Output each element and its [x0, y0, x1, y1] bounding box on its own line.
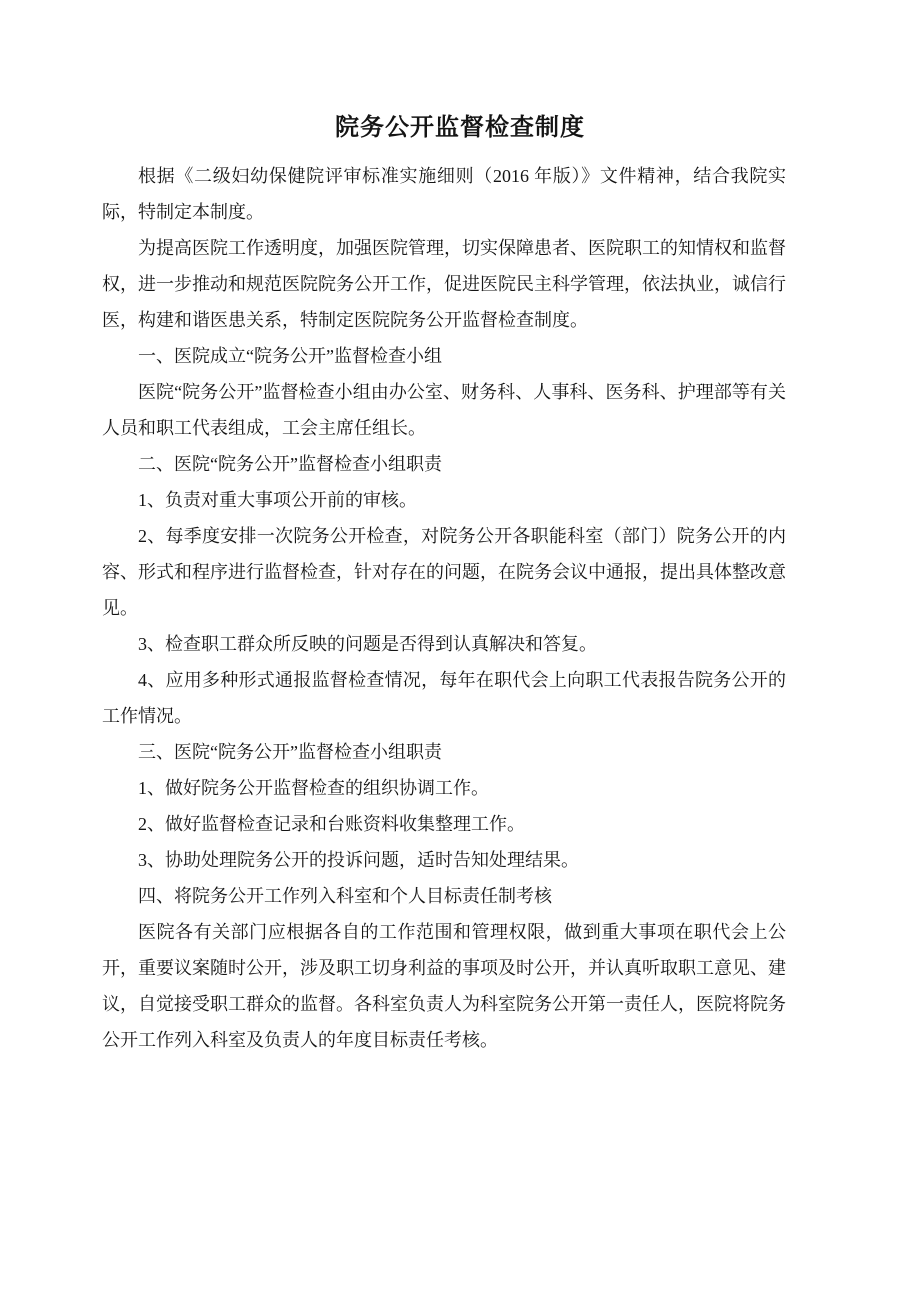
paragraph: 一、医院成立“院务公开”监督检查小组 [138, 346, 442, 366]
paragraph: 3、协助处理院务公开的投诉问题，适时告知处理结果。 [138, 850, 579, 870]
paragraph: 1、做好院务公开监督检查的组织协调工作。 [138, 778, 489, 798]
paragraph: 根据《二级妇幼保健院评审标准实施细则（2016 年版）》文件精神，结合我院实际，特制定本制度。 [102, 166, 786, 222]
document-title: 院务公开监督检查制度 [335, 115, 585, 141]
paragraph: 四、将院务公开工作列入科室和个人目标责任制考核 [138, 886, 552, 906]
paragraph: 2、做好监督检查记录和台账资料收集整理工作。 [138, 814, 525, 834]
paragraph: 医院“院务公开”监督检查小组由办公室、财务科、人事科、医务科、护理部等有关人员和职工代表组成，工会主席任组长。 [102, 382, 786, 438]
paragraph: 医院各有关部门应根据各自的工作范围和管理权限，做到重大事项在职代会上公开，重要议案随时公开，涉及职工切身利益的事项及时公开，并认真听取职工意见、建议，自觉接受职工群众的监督。各科室负责人为科室院务公开第一责任人，医院将院务公开工作列入科室及负责人的年度目标责任考核。 [102, 922, 786, 1050]
paragraph: 二、医院“院务公开”监督检查小组职责 [138, 454, 442, 474]
paragraph: 为提高医院工作透明度，加强医院管理，切实保障患者、医院职工的知情权和监督权，进一步推动和规范医院院务公开工作，促进医院民主科学管理，依法执业，诚信行医，构建和谐医患关系，特制定医院院务公开监督检查制度。 [102, 238, 786, 330]
document-body [102, 158, 786, 1058]
paragraph: 1、负责对重大事项公开前的审核。 [138, 490, 417, 510]
paragraph: 4、应用多种形式通报监督检查情况，每年在职代会上向职工代表报告院务公开的工作情况。 [102, 670, 786, 726]
paragraph: 2、每季度安排一次院务公开检查，对院务公开各职能科室（部门）院务公开的内容、形式和程序进行监督检查，针对存在的问题，在院务会议中通报，提出具体整改意见。 [102, 526, 786, 618]
paragraph: 三、医院“院务公开”监督检查小组职责 [138, 742, 442, 762]
paragraph: 3、检查职工群众所反映的问题是否得到认真解决和答复。 [138, 634, 597, 654]
